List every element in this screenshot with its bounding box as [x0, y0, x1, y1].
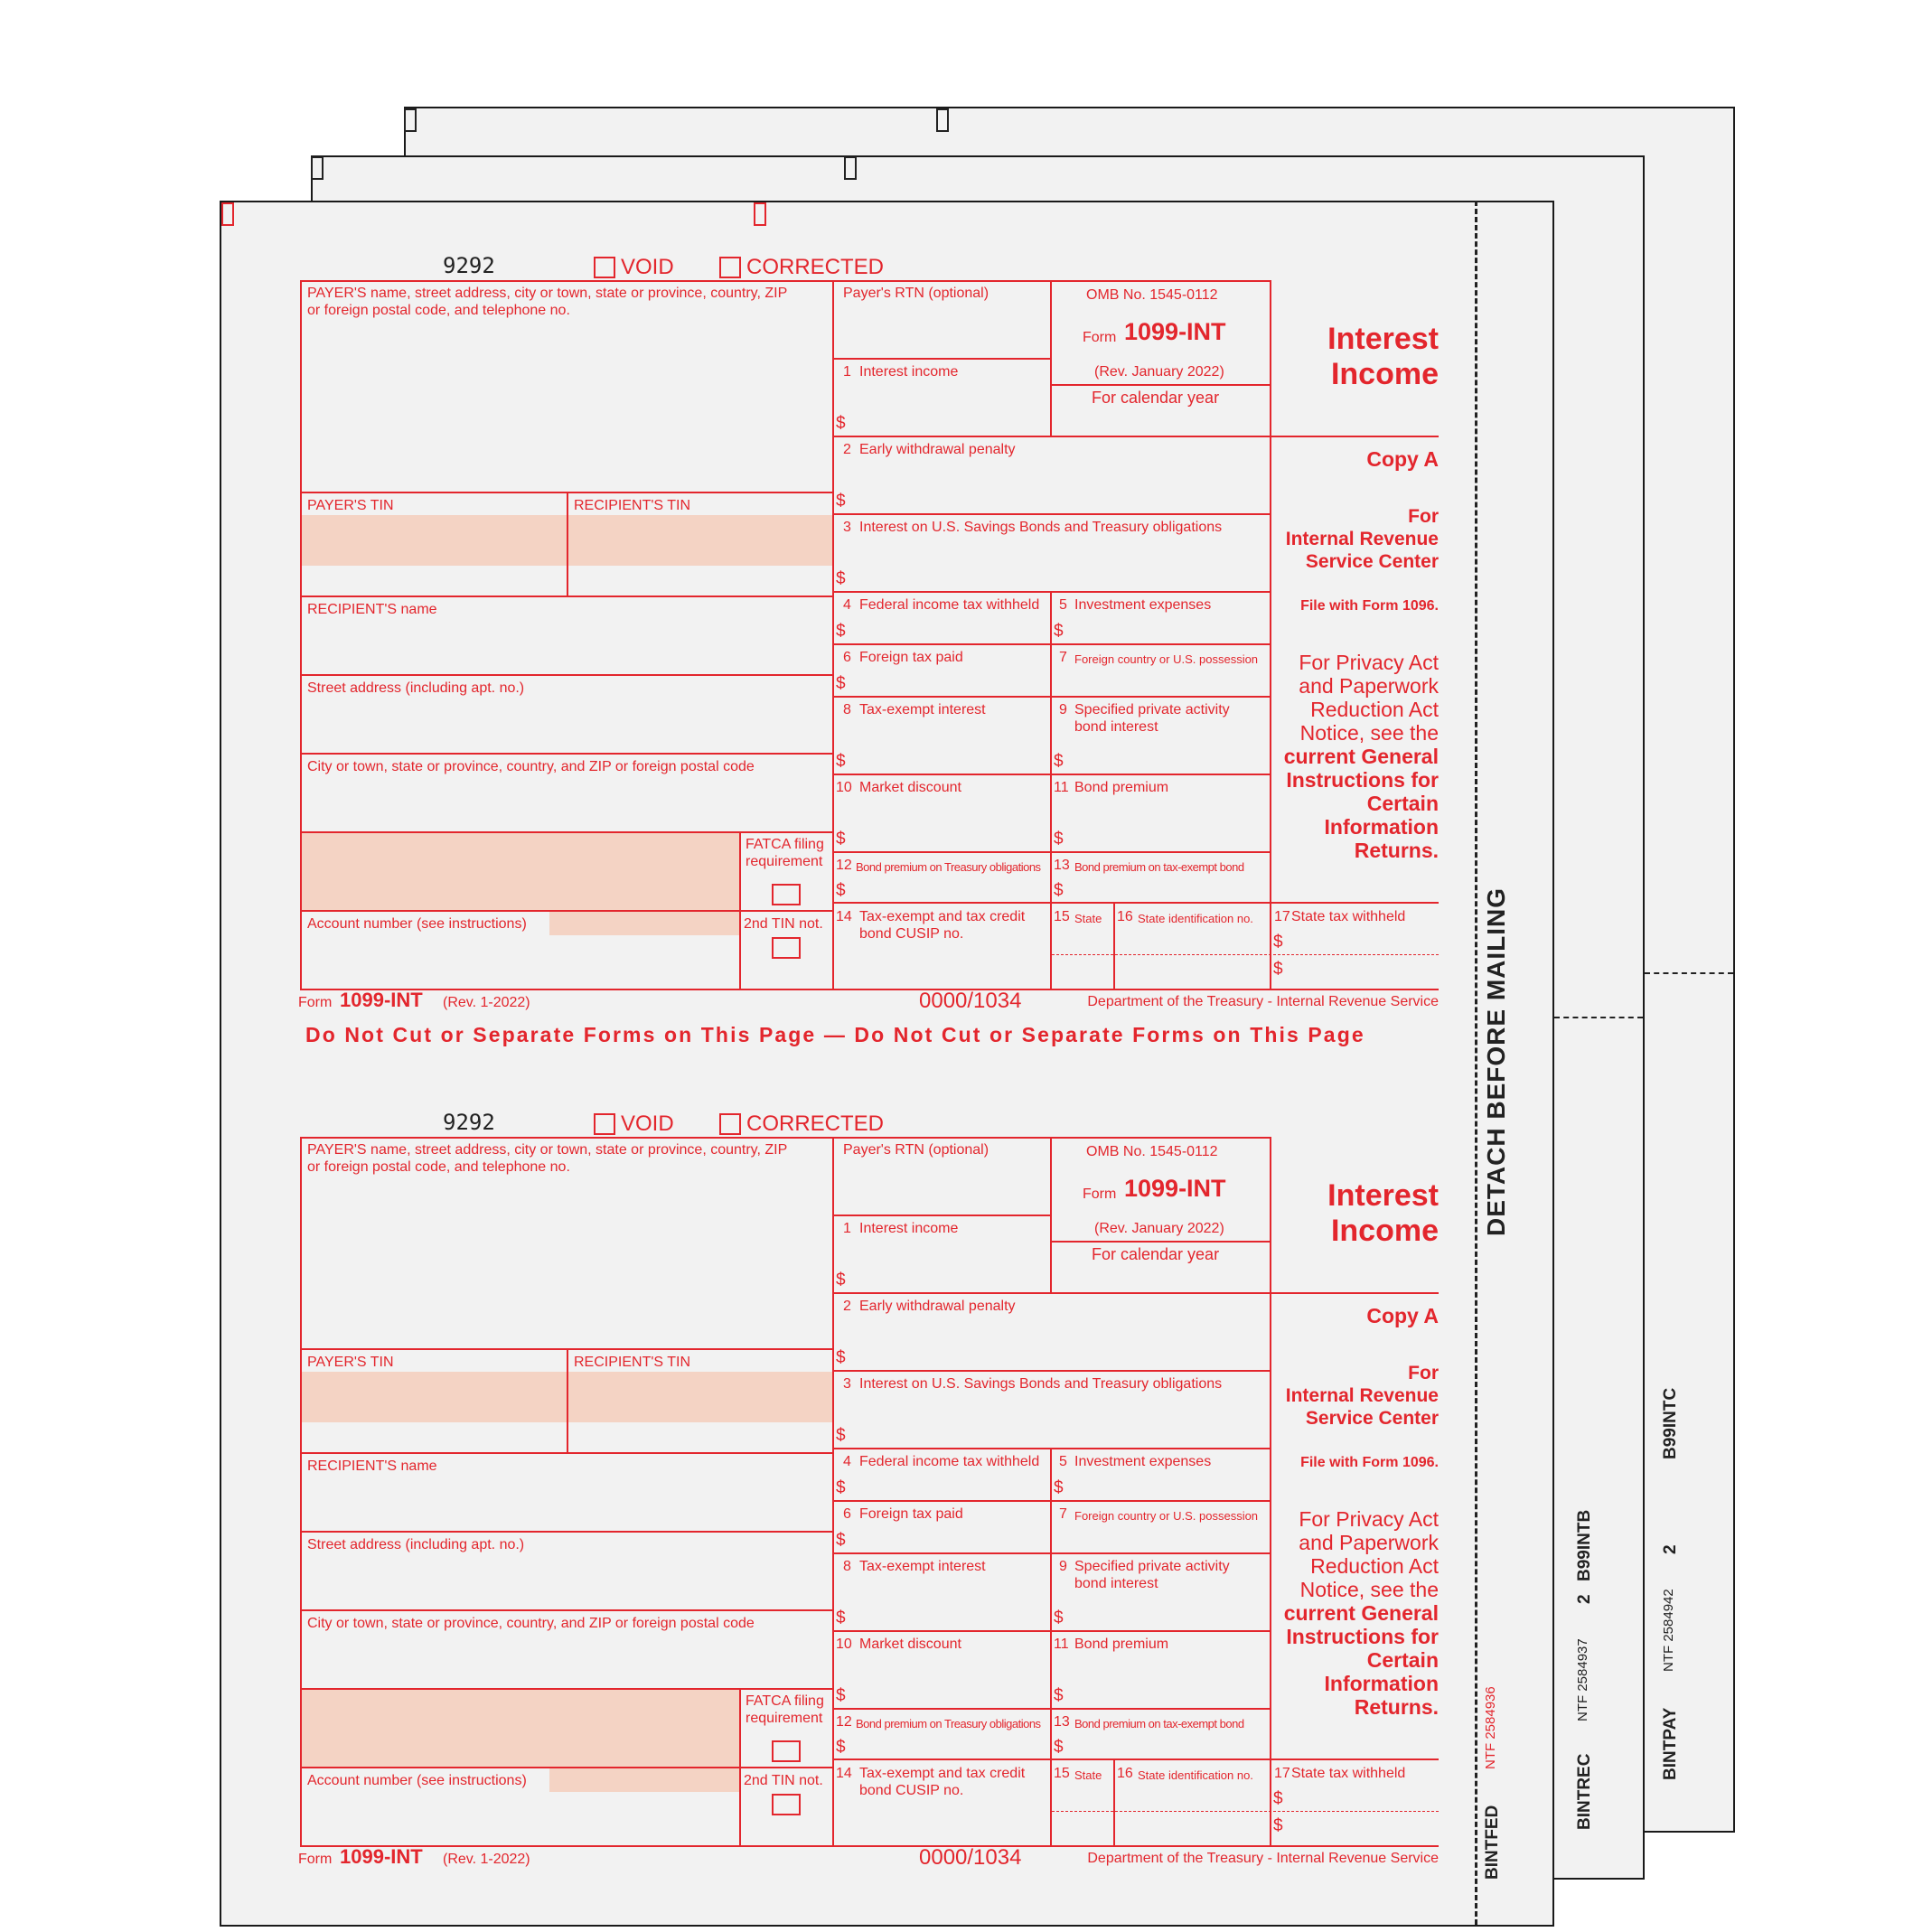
- privacy-line-6: Instructions for: [1286, 768, 1439, 792]
- box16-number: 16: [1117, 909, 1133, 924]
- city-label: City or town, state or province, country, and ZIP or foreign postal code: [307, 759, 755, 774]
- box6-label: Foreign tax paid: [859, 1506, 963, 1522]
- privacy-line-4: Notice, see the: [1299, 1578, 1439, 1601]
- box7-number: 7: [1059, 1506, 1067, 1522]
- privacy-line-5: current General: [1283, 1601, 1439, 1625]
- recipient-name-label: RECIPIENT'S name: [307, 602, 437, 617]
- box1-number: 1: [843, 1221, 851, 1236]
- box3-number: 3: [843, 1376, 851, 1392]
- box15-label: State: [1074, 1768, 1102, 1782]
- box9-label: Specified private activity: [1074, 702, 1230, 717]
- form-code: 9292: [443, 253, 495, 278]
- box13-dollar: $: [1054, 1738, 1064, 1757]
- box5-dollar: $: [1054, 622, 1064, 641]
- privacy-line-1: For Privacy Act: [1299, 1507, 1439, 1531]
- box15-number: 15: [1054, 909, 1070, 924]
- middle-sheet-ntf-code: NTF 2584937: [1575, 1638, 1590, 1721]
- box17-top-rule: [1270, 1758, 1439, 1760]
- box8-number: 8: [843, 702, 851, 717]
- box8-number: 8: [843, 1559, 851, 1574]
- for-label: For: [1408, 506, 1439, 527]
- payer-tin-label: PAYER'S TIN: [307, 498, 394, 513]
- fatca-checkbox[interactable]: [772, 1740, 801, 1762]
- omb-label: OMB No. 1545-0112: [1086, 1144, 1218, 1159]
- box6-dollar: $: [836, 1531, 846, 1550]
- privacy-line-2: and Paperwork: [1299, 1531, 1439, 1554]
- irs-label: Internal Revenue: [1285, 1385, 1439, 1406]
- revision-label: (Rev. January 2022): [1094, 1221, 1224, 1236]
- street-address-label: Street address (including apt. no.): [307, 1537, 525, 1552]
- box6-number: 6: [843, 1506, 851, 1522]
- box17-dollar-2: $: [1273, 960, 1283, 979]
- payer-name-label: PAYER'S name, street address, city or town, state or province, country, ZIP: [307, 1142, 788, 1158]
- middle-sheet-perforation: [1554, 1017, 1643, 1018]
- middle-sheet-form-label: B99INTB: [1575, 1509, 1594, 1581]
- box14-label-2: bond CUSIP no.: [859, 1783, 964, 1798]
- form-title-line-2: Income: [1330, 357, 1439, 391]
- box5-number: 5: [1059, 1454, 1067, 1469]
- box16-number: 16: [1117, 1766, 1133, 1781]
- box11-dollar: $: [1054, 830, 1064, 849]
- box14-label: Tax-exempt and tax credit: [859, 909, 1026, 924]
- box17-top-rule: [1270, 902, 1439, 904]
- fatca-checkbox[interactable]: [772, 884, 801, 905]
- box2-label: Early withdrawal penalty: [859, 1299, 1016, 1314]
- second-tin-checkbox[interactable]: [772, 1794, 801, 1815]
- box16-label: State identification no.: [1138, 912, 1253, 925]
- form-code: 9292: [443, 1110, 495, 1135]
- box2-number: 2: [843, 1299, 851, 1314]
- box5-label: Investment expenses: [1074, 597, 1212, 613]
- corrected-checkbox[interactable]: [719, 257, 741, 278]
- box1-number: 1: [843, 364, 851, 380]
- box5-label: Investment expenses: [1074, 1454, 1212, 1469]
- payer-tin-label: PAYER'S TIN: [307, 1355, 394, 1370]
- payer-tin-shade: [302, 515, 567, 566]
- fatca-left-box: [300, 1688, 741, 1768]
- box11-number: 11: [1054, 1637, 1069, 1652]
- form-name: 1099-INT: [1124, 1175, 1226, 1202]
- box14-label: Tax-exempt and tax credit: [859, 1766, 1026, 1781]
- privacy-line-8: Information: [1324, 1672, 1439, 1695]
- privacy-line-9: Returns.: [1354, 1695, 1439, 1719]
- box5-number: 5: [1059, 597, 1067, 613]
- box1-label: Interest income: [859, 364, 959, 380]
- box9-number: 9: [1059, 1559, 1067, 1574]
- copy-label: Copy A: [1366, 1304, 1439, 1327]
- box2-dollar: $: [836, 1348, 846, 1367]
- box8-label: Tax-exempt interest: [859, 1559, 986, 1574]
- state-row-divider: [1052, 954, 1439, 955]
- box7-label: Foreign country or U.S. possession: [1074, 1509, 1259, 1523]
- box17-dollar-2: $: [1273, 1816, 1283, 1835]
- void-label: VOID: [621, 1111, 674, 1136]
- catalog-number: 0000/1034: [919, 989, 1022, 1013]
- payer-rtn-label: Payer's RTN (optional): [843, 286, 989, 301]
- box7-number: 7: [1059, 650, 1067, 665]
- footer-form-prefix: Form: [298, 995, 333, 1010]
- footer-revision: (Rev. 1-2022): [443, 995, 530, 1010]
- back-sheet-name: BINTPAY: [1661, 1707, 1680, 1780]
- back-sheet-part-number: 2: [1661, 1544, 1680, 1554]
- box17-bottom-rule: [1270, 1845, 1439, 1847]
- box4-number: 4: [843, 1454, 851, 1469]
- back-sheet-pin-hole-right: [936, 108, 949, 132]
- box17-dollar-1: $: [1273, 1789, 1283, 1808]
- box2-label: Early withdrawal penalty: [859, 442, 1016, 457]
- privacy-line-7: Certain: [1366, 1648, 1439, 1672]
- account-number-label: Account number (see instructions): [307, 1773, 527, 1788]
- privacy-line-1: For Privacy Act: [1299, 651, 1439, 674]
- recipient-tin-shade: [568, 1372, 832, 1422]
- account-number-shade: [549, 912, 739, 935]
- copy-label: Copy A: [1366, 447, 1439, 471]
- city-label: City or town, state or province, country, and ZIP or foreign postal code: [307, 1616, 755, 1631]
- privacy-line-7: Certain: [1366, 792, 1439, 815]
- account-number-shade: [549, 1768, 739, 1792]
- box13-label: Bond premium on tax-exempt bond: [1074, 860, 1244, 874]
- front-sheet-ntf-code: NTF 2584936: [1483, 1686, 1498, 1769]
- back-sheet-pin-hole-left: [404, 108, 417, 132]
- detach-before-mailing-label: DETACH BEFORE MAILING: [1482, 886, 1510, 1236]
- state-row-divider: [1052, 1811, 1439, 1812]
- box10-dollar: $: [836, 1686, 846, 1705]
- box3-dollar: $: [836, 569, 846, 588]
- recipient-tin-label: RECIPIENT'S TIN: [574, 1355, 690, 1370]
- box10-dollar: $: [836, 830, 846, 849]
- box17-dollar-1: $: [1273, 933, 1283, 952]
- file-with-label: File with Form 1096.: [1300, 598, 1439, 614]
- privacy-line-4: Notice, see the: [1299, 721, 1439, 745]
- second-tin-label: 2nd TIN not.: [744, 916, 823, 932]
- box11-label: Bond premium: [1074, 1637, 1169, 1652]
- payer-rtn-label: Payer's RTN (optional): [843, 1142, 989, 1158]
- box6-dollar: $: [836, 674, 846, 693]
- box6-label: Foreign tax paid: [859, 650, 963, 665]
- void-label: VOID: [621, 255, 674, 279]
- box9-dollar: $: [1054, 1608, 1064, 1627]
- form-title-line-2: Income: [1330, 1214, 1439, 1248]
- box1-label: Interest income: [859, 1221, 959, 1236]
- void-checkbox[interactable]: [594, 1113, 615, 1135]
- catalog-number: 0000/1034: [919, 1845, 1022, 1870]
- fatca-label-2: requirement: [746, 854, 823, 869]
- box9-label-2: bond interest: [1074, 1576, 1158, 1591]
- box3-label: Interest on U.S. Savings Bonds and Treasury obligations: [859, 520, 1223, 535]
- middle-sheet-pin-hole-left: [311, 156, 324, 180]
- box10-number: 10: [836, 1637, 852, 1652]
- corrected-label: CORRECTED: [746, 255, 885, 279]
- box8-label: Tax-exempt interest: [859, 702, 986, 717]
- second-tin-checkbox[interactable]: [772, 937, 801, 959]
- form-title-line-1: Interest: [1327, 322, 1439, 356]
- payer-name-label: PAYER'S name, street address, city or town, state or province, country, ZIP: [307, 286, 788, 301]
- box14-number: 14: [836, 909, 852, 924]
- box13-dollar: $: [1054, 881, 1064, 900]
- detach-perforation-line: [1475, 201, 1477, 1925]
- box11-number: 11: [1054, 780, 1069, 795]
- omb-label: OMB No. 1545-0112: [1086, 287, 1218, 303]
- middle-sheet-name: BINTREC: [1575, 1753, 1594, 1830]
- form-title-line-1: Interest: [1327, 1178, 1439, 1213]
- box4-label: Federal income tax withheld: [859, 597, 1040, 613]
- back-sheet-perforation: [1645, 972, 1733, 974]
- box13-label: Bond premium on tax-exempt bond: [1074, 1717, 1244, 1730]
- privacy-line-5: current General: [1283, 745, 1439, 768]
- box11-label: Bond premium: [1074, 780, 1169, 795]
- corrected-checkbox[interactable]: [719, 1113, 741, 1135]
- box12-label: Bond premium on Treasury obligations: [856, 860, 1041, 874]
- box4-dollar: $: [836, 1478, 846, 1497]
- middle-sheet-pin-hole-right: [844, 156, 857, 180]
- box17-bottom-rule: [1270, 989, 1439, 990]
- box9-dollar: $: [1054, 752, 1064, 771]
- box4-number: 4: [843, 597, 851, 613]
- box4-label: Federal income tax withheld: [859, 1454, 1040, 1469]
- footer-revision: (Rev. 1-2022): [443, 1852, 530, 1867]
- middle-sheet-part-number: 2: [1575, 1594, 1594, 1604]
- back-sheet-ntf-code: NTF 2584942: [1661, 1589, 1676, 1672]
- privacy-line-2: and Paperwork: [1299, 674, 1439, 698]
- box2-dollar: $: [836, 492, 846, 511]
- recipient-tin-shade: [568, 515, 832, 566]
- do-not-cut-banner: Do Not Cut or Separate Forms on This Page — Do Not Cut or Separate Forms on This Page: [305, 1023, 1365, 1046]
- revision-label: (Rev. January 2022): [1094, 364, 1224, 380]
- back-sheet-form-label: B99INTC: [1661, 1387, 1680, 1459]
- form-prefix: Form: [1083, 1186, 1117, 1202]
- box12-label: Bond premium on Treasury obligations: [856, 1717, 1041, 1730]
- footer-form-name: 1099-INT: [340, 1845, 423, 1868]
- fatca-left-box: [300, 831, 741, 912]
- file-with-label: File with Form 1096.: [1300, 1455, 1439, 1470]
- box15-label: State: [1074, 912, 1102, 925]
- privacy-line-6: Instructions for: [1286, 1625, 1439, 1648]
- footer-form-name: 1099-INT: [340, 989, 423, 1011]
- box15-number: 15: [1054, 1766, 1070, 1781]
- form-prefix: Form: [1083, 330, 1117, 345]
- box13-number: 13: [1054, 858, 1070, 873]
- payer-tin-shade: [302, 1372, 567, 1422]
- recipient-tin-label: RECIPIENT'S TIN: [574, 498, 690, 513]
- form-1099-int-top: [289, 244, 1455, 1021]
- box11-dollar: $: [1054, 1686, 1064, 1705]
- calendar-year-label: For calendar year: [1092, 1245, 1220, 1263]
- box14-number: 14: [836, 1766, 852, 1781]
- irs-label: Internal Revenue: [1285, 529, 1439, 549]
- second-tin-label: 2nd TIN not.: [744, 1773, 823, 1788]
- irs-label-2: Service Center: [1305, 1408, 1439, 1429]
- box12-number: 12: [836, 858, 852, 873]
- box1-dollar: $: [836, 1271, 846, 1290]
- box12-dollar: $: [836, 1738, 846, 1757]
- box7-label: Foreign country or U.S. possession: [1074, 652, 1259, 666]
- box3-label: Interest on U.S. Savings Bonds and Treasury obligations: [859, 1376, 1223, 1392]
- privacy-line-8: Information: [1324, 815, 1439, 839]
- front-sheet-name: BINTFED: [1483, 1805, 1502, 1880]
- privacy-line-9: Returns.: [1354, 839, 1439, 862]
- account-number-label: Account number (see instructions): [307, 916, 527, 932]
- irs-label-2: Service Center: [1305, 551, 1439, 572]
- box16-label: State identification no.: [1138, 1768, 1253, 1782]
- copy-top-rule: [1270, 436, 1439, 437]
- box12-dollar: $: [836, 881, 846, 900]
- fatca-label-2: requirement: [746, 1711, 823, 1726]
- box1-dollar: $: [836, 414, 846, 433]
- box9-label: Specified private activity: [1074, 1559, 1230, 1574]
- payer-name-label-2: or foreign postal code, and telephone no.: [307, 1159, 570, 1175]
- box6-number: 6: [843, 650, 851, 665]
- box17-label: State tax withheld: [1291, 1766, 1406, 1781]
- department-label: Department of the Treasury - Internal Revenue Service: [1087, 994, 1439, 1009]
- front-sheet-pin-hole-right: [754, 202, 766, 226]
- box9-label-2: bond interest: [1074, 719, 1158, 735]
- privacy-line-3: Reduction Act: [1310, 698, 1439, 721]
- for-label: For: [1408, 1363, 1439, 1383]
- street-address-label: Street address (including apt. no.): [307, 680, 525, 696]
- box2-number: 2: [843, 442, 851, 457]
- box3-number: 3: [843, 520, 851, 535]
- box8-dollar: $: [836, 752, 846, 771]
- box9-number: 9: [1059, 702, 1067, 717]
- privacy-line-3: Reduction Act: [1310, 1554, 1439, 1578]
- payer-name-label-2: or foreign postal code, and telephone no.: [307, 303, 570, 318]
- department-label: Department of the Treasury - Internal Revenue Service: [1087, 1851, 1439, 1866]
- box13-number: 13: [1054, 1714, 1070, 1730]
- front-sheet-pin-hole-left: [221, 202, 234, 226]
- box10-label: Market discount: [859, 780, 961, 795]
- box12-number: 12: [836, 1714, 852, 1730]
- box17-label: State tax withheld: [1291, 909, 1406, 924]
- box8-dollar: $: [836, 1608, 846, 1627]
- box4-dollar: $: [836, 622, 846, 641]
- fatca-label: FATCA filing: [746, 837, 824, 852]
- recipient-name-label: RECIPIENT'S name: [307, 1458, 437, 1474]
- box10-number: 10: [836, 780, 852, 795]
- box3-dollar: $: [836, 1426, 846, 1445]
- fatca-label: FATCA filing: [746, 1693, 824, 1709]
- box14-label-2: bond CUSIP no.: [859, 926, 964, 942]
- box17-number: 17: [1274, 909, 1290, 924]
- box10-label: Market discount: [859, 1637, 961, 1652]
- box17-number: 17: [1274, 1766, 1290, 1781]
- footer-form-prefix: Form: [298, 1852, 333, 1867]
- form-1099-int-bottom: [289, 1101, 1455, 1878]
- copy-top-rule: [1270, 1292, 1439, 1294]
- corrected-label: CORRECTED: [746, 1111, 885, 1136]
- form-name: 1099-INT: [1124, 318, 1226, 345]
- box5-dollar: $: [1054, 1478, 1064, 1497]
- void-checkbox[interactable]: [594, 257, 615, 278]
- calendar-year-label: For calendar year: [1092, 389, 1220, 407]
